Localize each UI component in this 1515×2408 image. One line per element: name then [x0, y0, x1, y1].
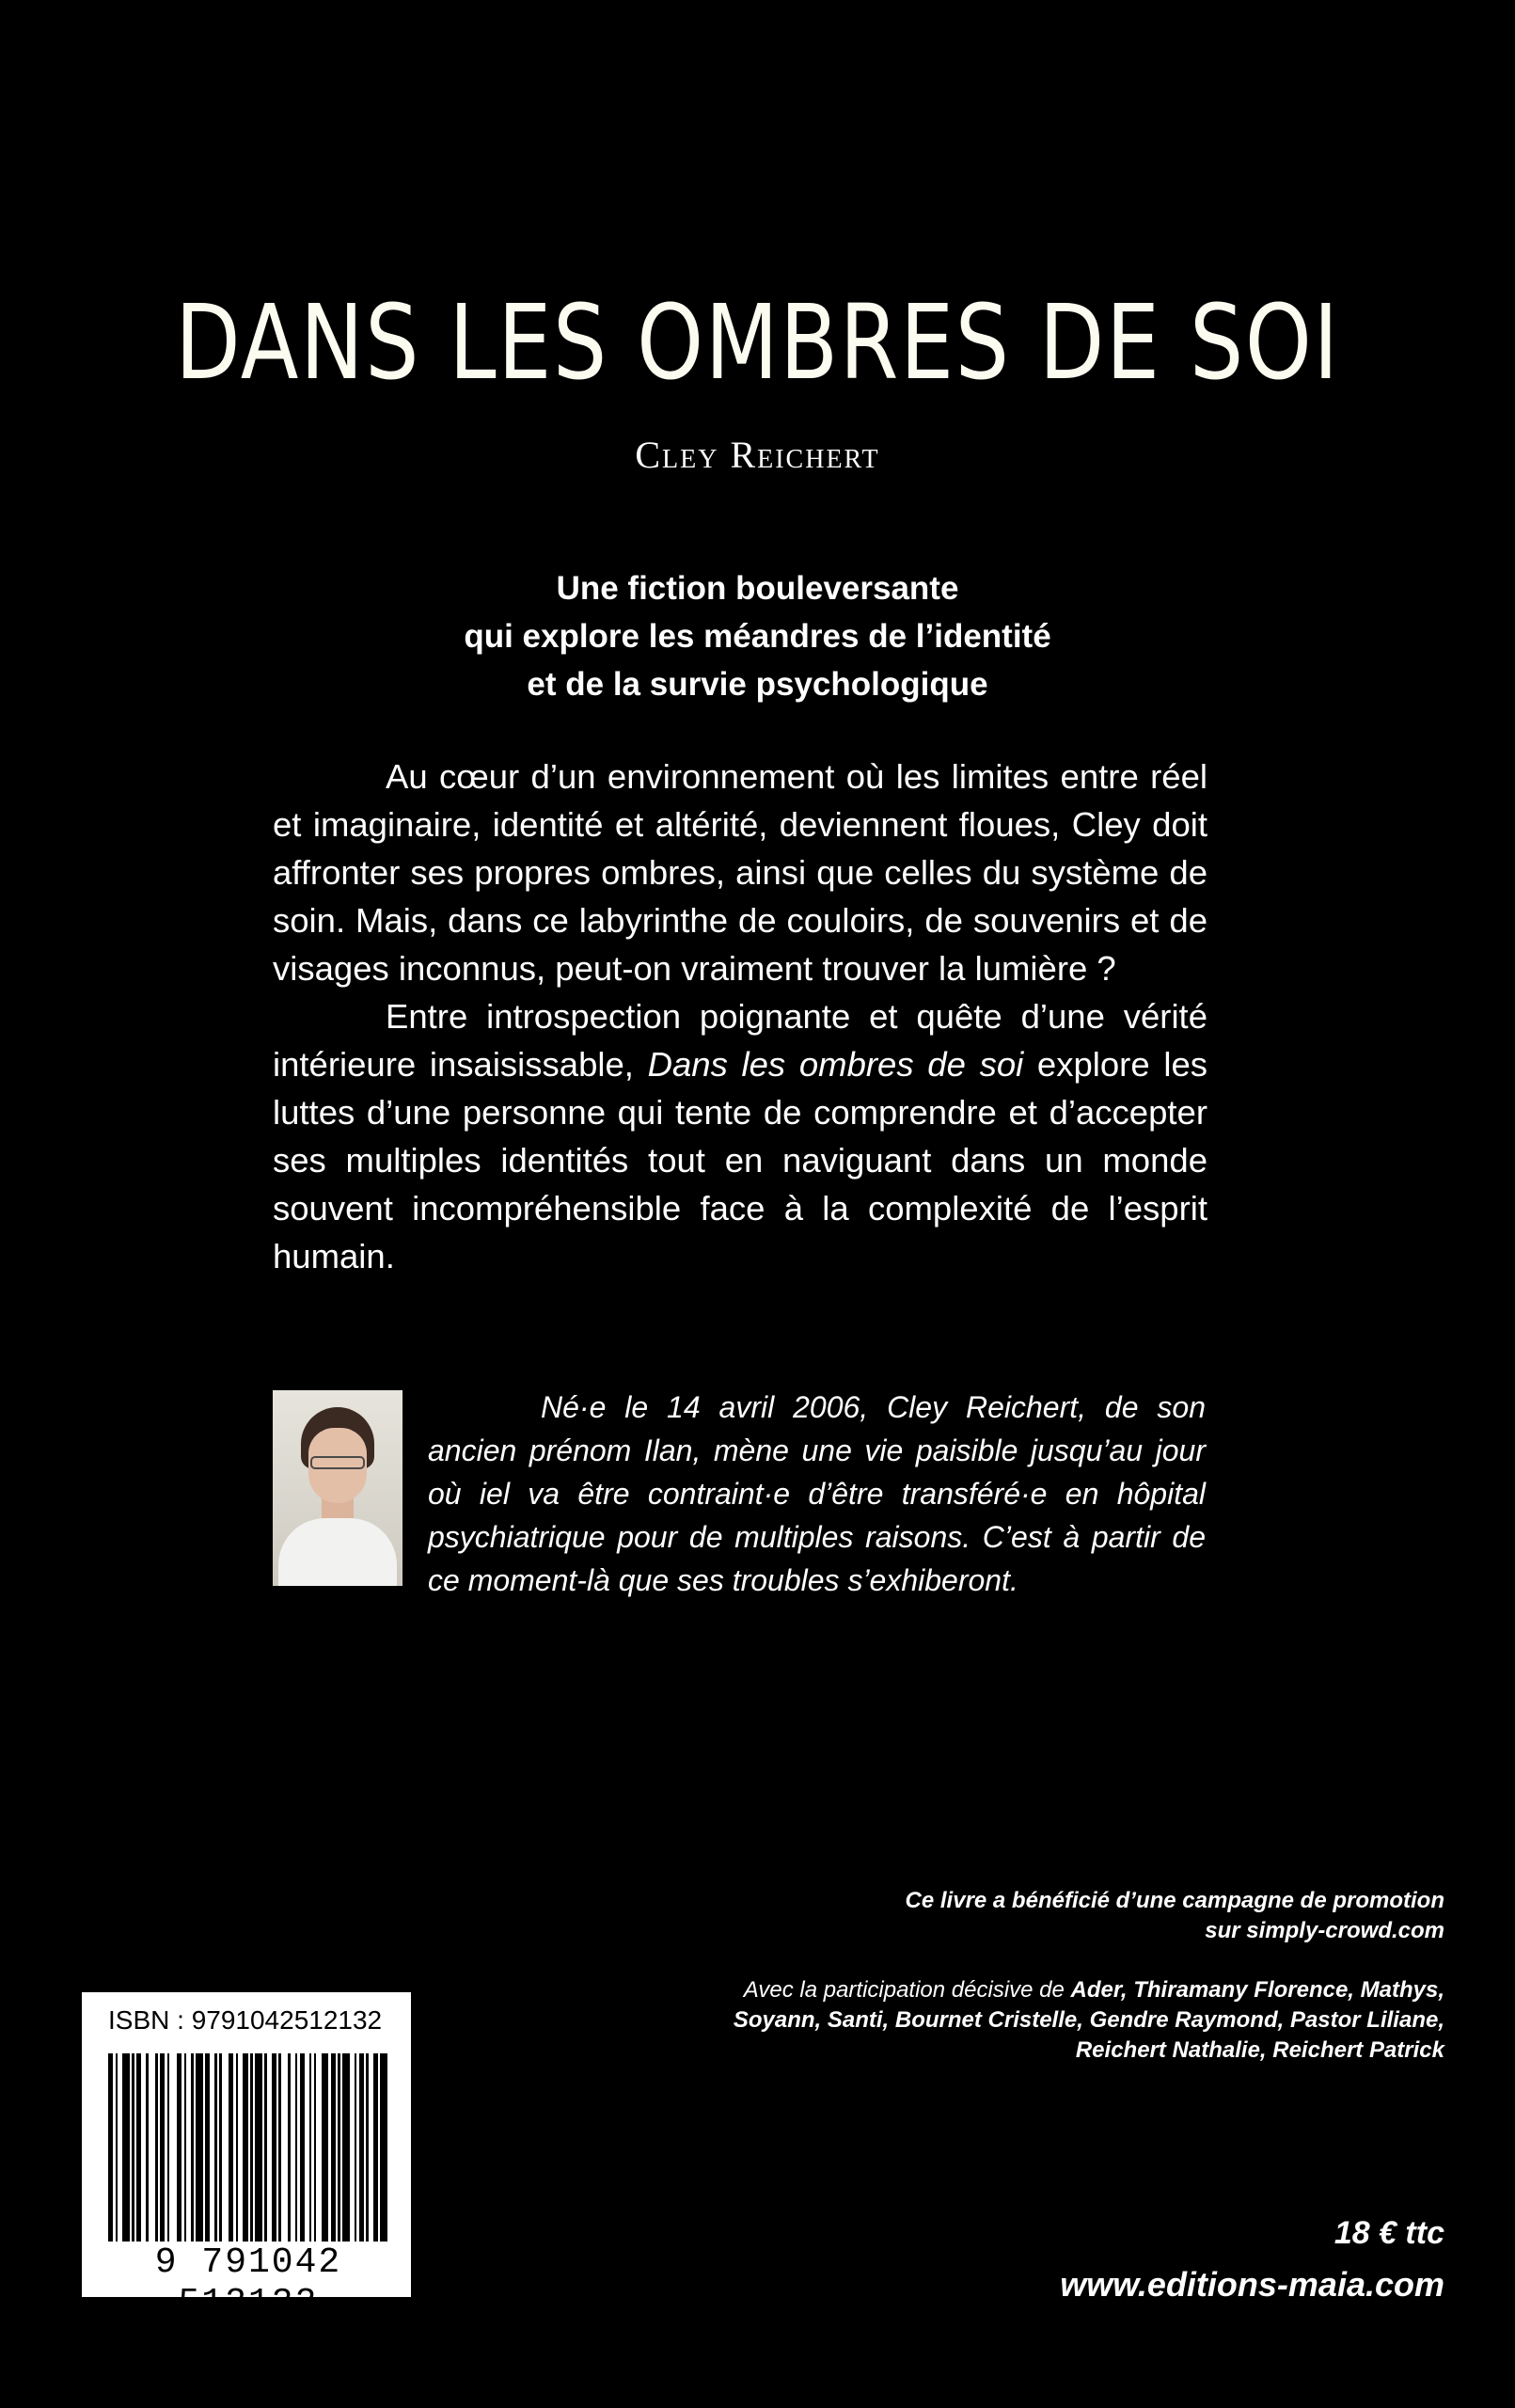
- barcode-bar: [196, 2053, 203, 2242]
- barcode-bars: [108, 2053, 390, 2242]
- barcode-bar: [342, 2053, 350, 2242]
- publisher-website: www.editions-maia.com: [1060, 2265, 1444, 2304]
- synopsis-text: Entre introspection poignante et quête d’une vérité intérieure insaisissable,: [273, 997, 1207, 1084]
- synopsis-paragraph: [273, 992, 1207, 1280]
- promo-note: [658, 1886, 1444, 1946]
- book-title: DANS LES OMBRES DE SOI: [175, 282, 1340, 403]
- participation-credits: [658, 1975, 1444, 2066]
- tagline-line: Une fiction bouleversante: [556, 570, 959, 607]
- isbn-barcode: [82, 1992, 411, 2323]
- promo-line: sur simply-crowd.com: [1205, 1918, 1444, 1943]
- barcode-bar: [122, 2053, 130, 2242]
- author-photo-glasses: [310, 1456, 365, 1469]
- barcode-gap: [222, 2053, 229, 2242]
- barcode-gap: [387, 2053, 390, 2242]
- synopsis-paragraph: Au cœur d’un environnement où les limites entre réel et imaginaire, identité et altérité, deviennent floues, Cley doit affronter ses propres ombres, ainsi que celles du système de soin. Mais, dans ce labyrinthe de couloirs, de souvenirs et de visages inconnus, peut-on vraiment trouver la lumière ?: [273, 757, 1207, 988]
- author-bio: [428, 1386, 1206, 1602]
- author-photo: [273, 1390, 402, 1586]
- author-bio-text: Né·e le 14 avril 2006, Cley Reichert, de son ancien prénom Ilan, mène une vie paisible jusqu’au jour où iel va être contraint·e d’être transféré·e en hôpital psychiatrique pour de multiples raisons. C’est à partir de ce moment-là que ses troubles s’exhiberont.: [428, 1390, 1206, 1597]
- author-photo-shirt: [278, 1518, 397, 1586]
- barcode-bar: [255, 2053, 262, 2242]
- tagline-line: qui explore les méandres de l’identité: [464, 618, 1051, 655]
- book-author: Cley Reichert: [635, 434, 880, 476]
- promo-line: Ce livre a bénéficié d’une campagne de promotion: [905, 1888, 1444, 1913]
- barcode-gap: [169, 2053, 177, 2242]
- participation-names: Ader, Thiramany Florence, Mathys, Soyann, Santi, Bournet Cristelle, Gendre Raymond, Pastor Liliane, Reichert Nathalie, Reichert Patrick: [733, 1977, 1444, 2063]
- barcode-bar: [380, 2053, 387, 2242]
- barcode-bar: [322, 2053, 329, 2242]
- synopsis-book-title: Dans les ombres de soi: [647, 1045, 1024, 1084]
- barcode-digits: 9 791042 512132: [154, 2242, 342, 2323]
- synopsis-text: explore les luttes d’une personne qui tente de comprendre et d’accepter ses multiples identités tout en naviguant dans un monde souvent incompréhensible face à la complexité de l’esprit humain.: [273, 1045, 1207, 1275]
- isbn-label: ISBN : 9791042512132: [108, 2005, 383, 2035]
- price: 18 € ttc: [1334, 2215, 1444, 2251]
- barcode-gap: [149, 2053, 156, 2242]
- barcode-gap: [281, 2053, 289, 2242]
- tagline: [282, 564, 1233, 708]
- synopsis: [273, 752, 1207, 1280]
- participation-intro: Avec la participation décisive de: [743, 1977, 1071, 2003]
- tagline-line: et de la survie psychologique: [527, 666, 988, 703]
